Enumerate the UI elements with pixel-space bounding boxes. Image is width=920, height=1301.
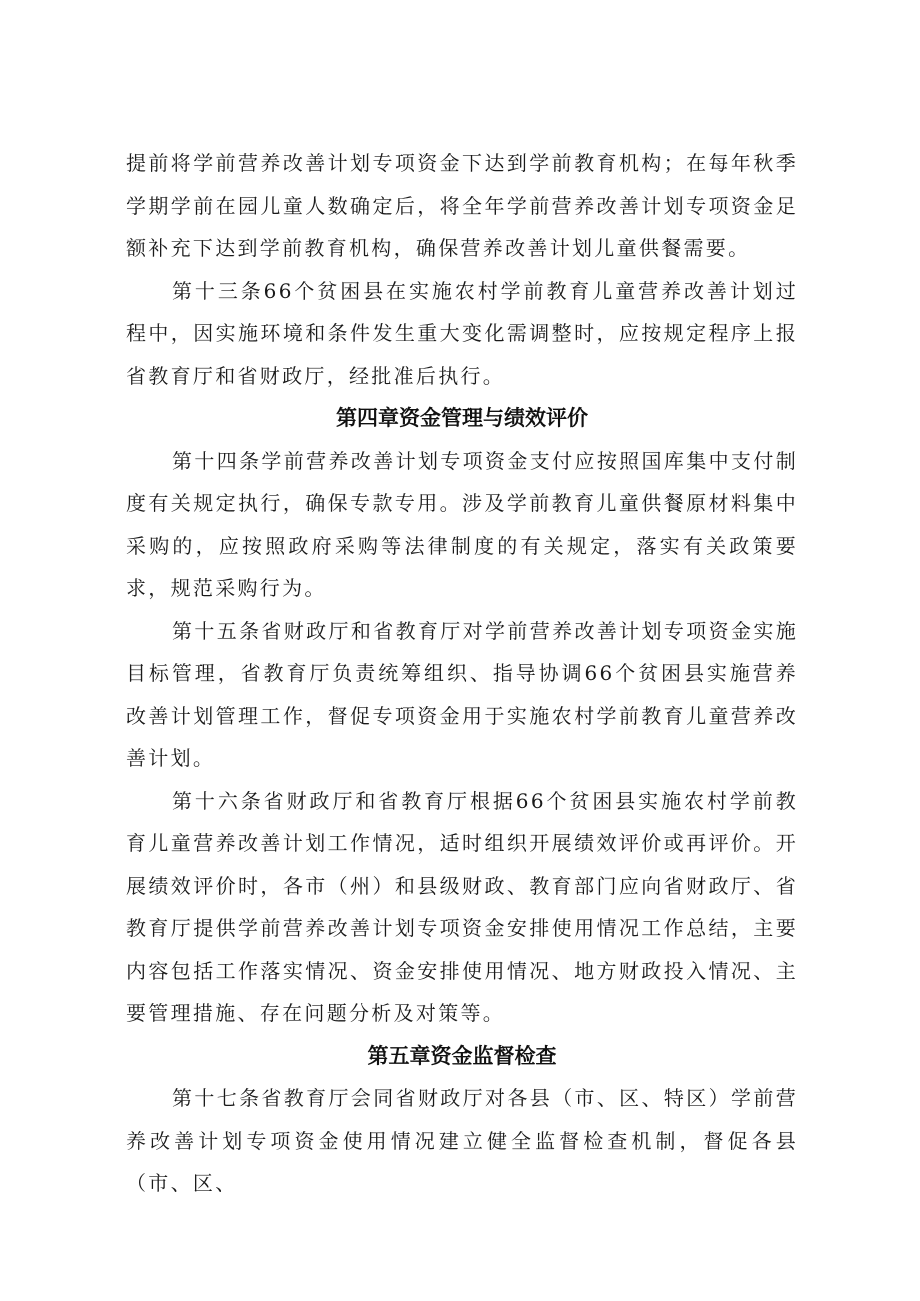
chapter-5-heading: 第五章资金监督检查 [367, 1043, 557, 1068]
paragraph-continuation: 提前将学前营养改善计划专项资金下达到学前教育机构；在每年秋季学期学前在园儿童人数确定后，将全年学前营养改善计划专项资金足额补充下达到学前教育机构，确保营养改善计划儿童供餐需要。 [126, 151, 798, 260]
article-16-paragraph: 第十六条省财政厅和省教育厅根据66个贫困县实施农村学前教育儿童营养改善计划工作情况，适时组织开展绩效评价或再评价。开展绩效评价时，各市（州）和县级财政、教育部门应向省财政厅、省教育厅提供学前营养改善计划专项资金安排使用情况工作总结，主要内容包括工作落实情况、资金安排使用情况、地方财政投入情况、主要管理措施、存在问题分析及对策等。 [126, 788, 798, 1025]
article-13-paragraph: 第十三条66个贫困县在实施农村学前教育儿童营养改善计划过程中，因实施环境和条件发生重大变化需调整时，应按规定程序上报省教育厅和省财政厅，经批准后执行。 [126, 278, 798, 388]
article-17-paragraph: 第十七条省教育厅会同省财政厅对各县（市、区、特区）学前营养改善计划专项资金使用情况建立健全监督检查机制，督促各县（市、区、 [126, 1086, 798, 1195]
chapter-4-heading: 第四章资金管理与绩效评价 [336, 406, 588, 430]
article-15-paragraph: 第十五条省财政厅和省教育厅对学前营养改善计划专项资金实施目标管理，省教育厅负责统筹组织、指导协调66个贫困县实施营养改善计划管理工作，督促专项资金用于实施农村学前教育儿童营养改善计划。 [126, 618, 798, 770]
article-14-paragraph: 第十四条学前营养改善计划专项资金支付应按照国库集中支付制度有关规定执行，确保专款专用。涉及学前教育儿童供餐原材料集中采购的，应按照政府采购等法律制度的有关规定，落实有关政策要求，规范采购行为。 [126, 448, 798, 600]
